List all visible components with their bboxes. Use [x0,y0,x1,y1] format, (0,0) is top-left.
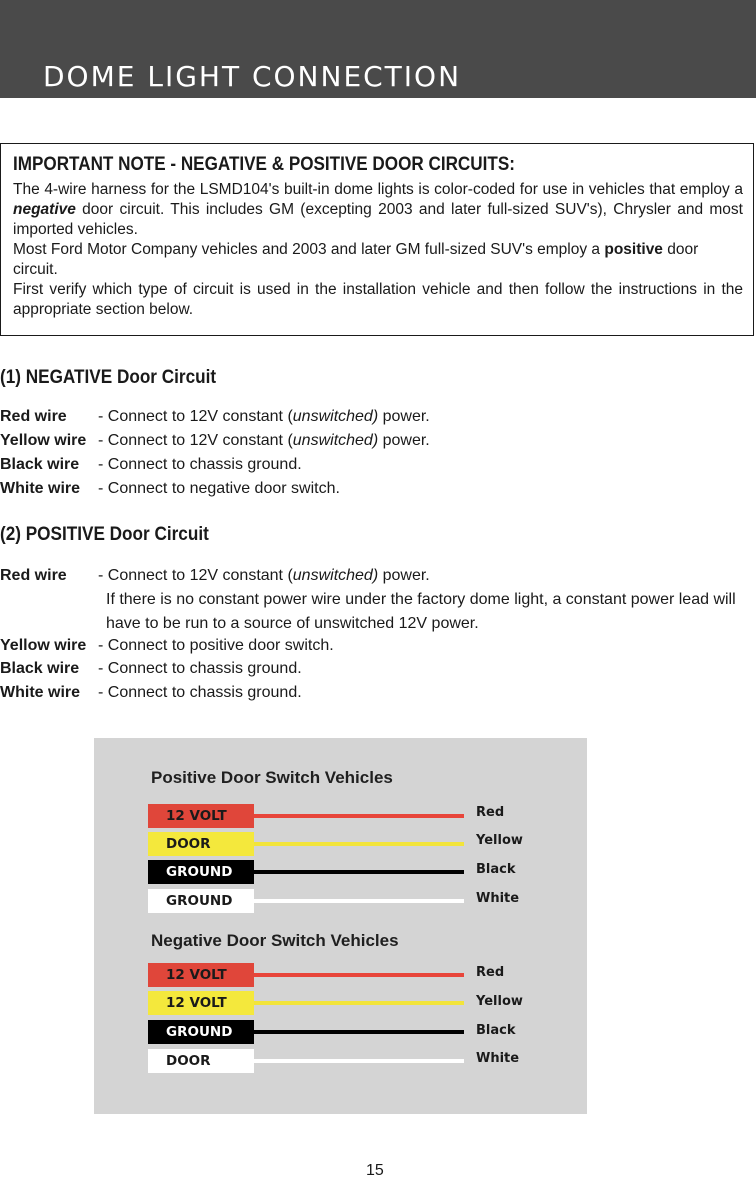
wire-instruction: - Connect to chassis ground. [98,684,302,701]
wire-instruction: - Connect to 12V constant (unswitched) power. [98,567,430,584]
note-paragraph-3 [13,280,743,320]
wire-label: Black wire [0,456,80,473]
note-paragraph-2 [13,240,743,280]
negative-diagram-title: Negative Door Switch Vehicles [151,931,399,950]
positive-red-row [0,567,756,591]
wire-line [254,1030,464,1034]
wire-color-label: White [476,1051,520,1066]
wire-color-label: Red [476,805,505,820]
negative-yellow-row [0,432,756,456]
wire-color-label: Yellow [476,994,523,1009]
wire-tag: DOOR [148,1049,254,1073]
positive-section-heading: (2) POSITIVE Door Circuit [0,523,209,545]
positive-red-continuation-1: If there is no constant power wire under the factory dome light, a constant power lead will [106,591,736,608]
wire-tag: 12 VOLT [148,804,254,828]
wire-instruction: - Connect to 12V constant (unswitched) power. [98,432,430,449]
negative-black-row [0,456,756,480]
positive-diagram-title: Positive Door Switch Vehicles [151,768,393,787]
note-emphasis-positive: positive [604,241,663,258]
wire-label: Red wire [0,408,67,425]
wire-tag: 12 VOLT [148,963,254,987]
note-body [13,180,743,320]
wiring-diagram [94,738,587,1114]
wire-color-label: Red [476,965,505,980]
positive-white-row [0,684,756,708]
wire-tag: GROUND [148,860,254,884]
wire-tag: GROUND [148,889,254,913]
wire-instruction: - Connect to chassis ground. [98,660,302,677]
negative-section-heading: (1) NEGATIVE Door Circuit [0,366,217,388]
wire-label: White wire [0,684,81,701]
positive-black-row [0,660,756,684]
wire-line [254,1001,464,1005]
wire-label: White wire [0,480,81,497]
wire-label: Yellow wire [0,432,87,449]
wire-line [254,899,464,903]
wire-label: Yellow wire [0,637,87,654]
note-emphasis-negative: negative [13,201,76,218]
page-title: DOME LIGHT CONNECTION [43,60,462,93]
wire-line [254,1059,464,1063]
note-text: First verify which type of circuit is used in the installation vehicle and then follow the instructions in the appropriate section below. [13,281,743,318]
note-text: door circuit. [13,241,699,278]
wire-line [254,814,464,818]
wire-instruction: - Connect to 12V constant (unswitched) power. [98,408,430,425]
note-paragraph-1 [13,180,743,240]
wire-color-label: White [476,891,520,906]
wire-instruction: - Connect to positive door switch. [98,637,334,654]
negative-white-row [0,480,756,504]
wire-color-label: Yellow [476,833,523,848]
wire-tag: 12 VOLT [148,991,254,1015]
wire-tag: DOOR [148,832,254,856]
wire-color-label: Black [476,1023,516,1038]
wire-color-label: Black [476,862,516,877]
wire-line [254,870,464,874]
note-title: IMPORTANT NOTE - NEGATIVE & POSITIVE DOOR CIRCUITS: [13,154,515,175]
note-text: door circuit. This includes GM (excepting 2003 and later full-sized SUV's), Chrysler and most imported vehicles. [13,201,743,238]
wire-tag: GROUND [148,1020,254,1044]
wire-line [254,842,464,846]
positive-yellow-row [0,637,756,661]
negative-red-row [0,408,756,432]
header-bar [0,0,756,98]
positive-red-continuation-2: have to be run to a source of unswitched 12V power. [106,615,479,632]
important-note-box [0,143,754,336]
wire-line [254,973,464,977]
wire-label: Black wire [0,660,80,677]
note-text: The 4-wire harness for the LSMD104's built-in dome lights is color-coded for use in vehicles that employ a [13,181,743,198]
wire-label: Red wire [0,567,67,584]
wire-instruction: - Connect to negative door switch. [98,480,340,497]
wire-instruction: - Connect to chassis ground. [98,456,302,473]
note-text: Most Ford Motor Company vehicles and 2003 and later GM full-sized SUV's employ a [13,241,605,258]
page-number: 15 [366,1162,384,1179]
